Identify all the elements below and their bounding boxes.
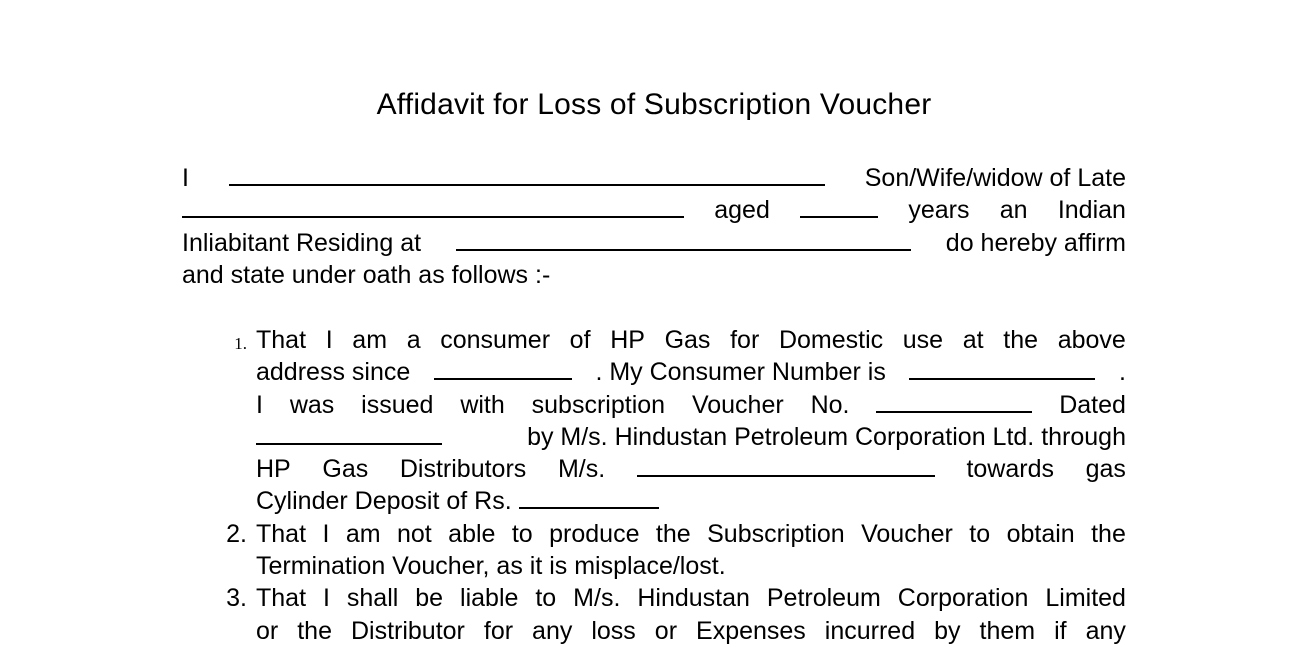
word: with — [460, 390, 505, 419]
word: That — [256, 326, 307, 354]
word: the — [1091, 519, 1126, 548]
voucher-date-blank — [256, 423, 442, 445]
word: above — [1057, 326, 1126, 354]
word: the — [1003, 326, 1039, 354]
indian-text: Indian — [1057, 196, 1126, 225]
termination-text: Termination Voucher, as it is misplace/lost. — [256, 552, 726, 581]
word: of — [569, 326, 591, 354]
since-date-blank — [434, 358, 572, 380]
word: gas — [1085, 455, 1126, 484]
word: issued — [361, 390, 434, 419]
word: Limited — [1045, 584, 1126, 613]
word: Distributors — [399, 455, 527, 484]
word: the — [655, 519, 691, 548]
hereby-text: do hereby affirm — [945, 228, 1126, 257]
word: to — [535, 584, 557, 613]
age-blank — [800, 196, 878, 218]
consumer-number-blank — [909, 358, 1095, 380]
word: HP — [610, 326, 645, 354]
word: the — [297, 616, 332, 645]
deposit-amount-blank — [519, 487, 659, 509]
word: Gas — [322, 455, 369, 484]
word: I — [256, 390, 263, 419]
address-since-text: address since — [256, 358, 411, 387]
word: liable — [460, 584, 519, 613]
word: to — [969, 519, 991, 548]
clause-line — [256, 324, 1126, 356]
word: any — [532, 616, 573, 645]
word: am — [345, 519, 381, 548]
word: Corporation — [897, 584, 1029, 613]
word: able — [448, 519, 496, 548]
word: any — [1085, 616, 1126, 645]
word: Domestic — [778, 326, 884, 354]
aged-text: aged — [714, 196, 770, 225]
word: shall — [346, 584, 399, 613]
deposit-text: Cylinder Deposit of Rs. — [256, 487, 512, 516]
word: or — [654, 616, 678, 645]
clause-1 — [213, 324, 1126, 518]
word: obtain — [1006, 519, 1075, 548]
pronoun-text: I — [182, 164, 189, 192]
word: HP — [256, 455, 291, 484]
clause-2 — [213, 518, 1126, 583]
word: I — [322, 519, 330, 548]
years-text: years — [908, 196, 970, 225]
document-title: Affidavit for Loss of Subscription Voucher — [376, 88, 932, 121]
intro-line-4 — [182, 259, 1126, 291]
clause-line — [256, 485, 1126, 517]
clause-line — [256, 453, 1126, 485]
relation-text: Son/Wife/widow of Late — [864, 164, 1126, 192]
word: at — [962, 326, 984, 354]
word: if — [1054, 616, 1067, 645]
word: or — [256, 616, 279, 645]
word: a — [406, 326, 421, 354]
word: towards — [966, 455, 1054, 484]
dated-text: Dated — [1059, 390, 1126, 419]
voucher-number-blank — [876, 391, 1032, 413]
clause-number: 2. — [226, 519, 247, 548]
clause-line — [256, 550, 1126, 582]
word: was — [289, 390, 335, 419]
intro-line-3 — [182, 227, 1126, 259]
word: Subscription — [707, 519, 845, 548]
clause-line — [256, 615, 1126, 647]
word: produce — [549, 519, 640, 548]
word: I — [325, 326, 333, 354]
name-blank — [229, 164, 825, 186]
issuer-text: by M/s. Hindustan Petroleum Corporation Ltd. through — [527, 422, 1126, 451]
distributor-blank — [637, 455, 935, 477]
word: M/s. — [573, 584, 621, 613]
address-blank — [456, 229, 911, 251]
word: That — [256, 519, 307, 548]
parent-name-blank — [182, 196, 684, 218]
word: Distributor — [350, 616, 465, 645]
word: am — [352, 326, 388, 354]
clause-number: 3. — [226, 584, 247, 613]
period-text: . — [1119, 358, 1126, 387]
word: subscription — [531, 390, 666, 419]
word: That — [256, 584, 307, 613]
clause-3 — [213, 582, 1126, 647]
word: them — [979, 616, 1036, 645]
word: Expenses — [696, 616, 806, 645]
word: I — [322, 584, 330, 613]
word: to — [511, 519, 533, 548]
word: Voucher — [691, 390, 784, 419]
word: M/s. — [557, 455, 606, 484]
word: incurred — [824, 616, 916, 645]
intro-line-1 — [182, 162, 1126, 194]
word: for — [483, 616, 514, 645]
affidavit-clauses — [213, 324, 1126, 647]
word: No. — [810, 390, 850, 419]
intro-line-2 — [182, 194, 1126, 226]
word: Gas — [664, 326, 711, 354]
clause-line — [256, 582, 1126, 614]
word: Hindustan — [637, 584, 750, 613]
word: Petroleum — [766, 584, 881, 613]
clause-line — [256, 421, 1126, 453]
word: use — [902, 326, 944, 354]
oath-text: and state under oath as follows :- — [182, 260, 551, 289]
word: loss — [591, 616, 636, 645]
word: not — [396, 519, 432, 548]
clause-line — [256, 389, 1126, 421]
word: consumer — [440, 326, 551, 354]
word: by — [934, 616, 961, 645]
inhabitant-text: Inliabitant Residing at — [182, 228, 422, 257]
word: for — [730, 326, 760, 354]
clause-number: 1. — [234, 334, 247, 353]
word: be — [415, 584, 444, 613]
word: Voucher — [861, 519, 953, 548]
clause-line — [256, 356, 1126, 388]
an-text: an — [999, 196, 1028, 225]
intro-paragraph — [182, 162, 1126, 291]
clause-line — [256, 518, 1126, 550]
consumer-number-text: . My Consumer Number is — [595, 358, 886, 387]
